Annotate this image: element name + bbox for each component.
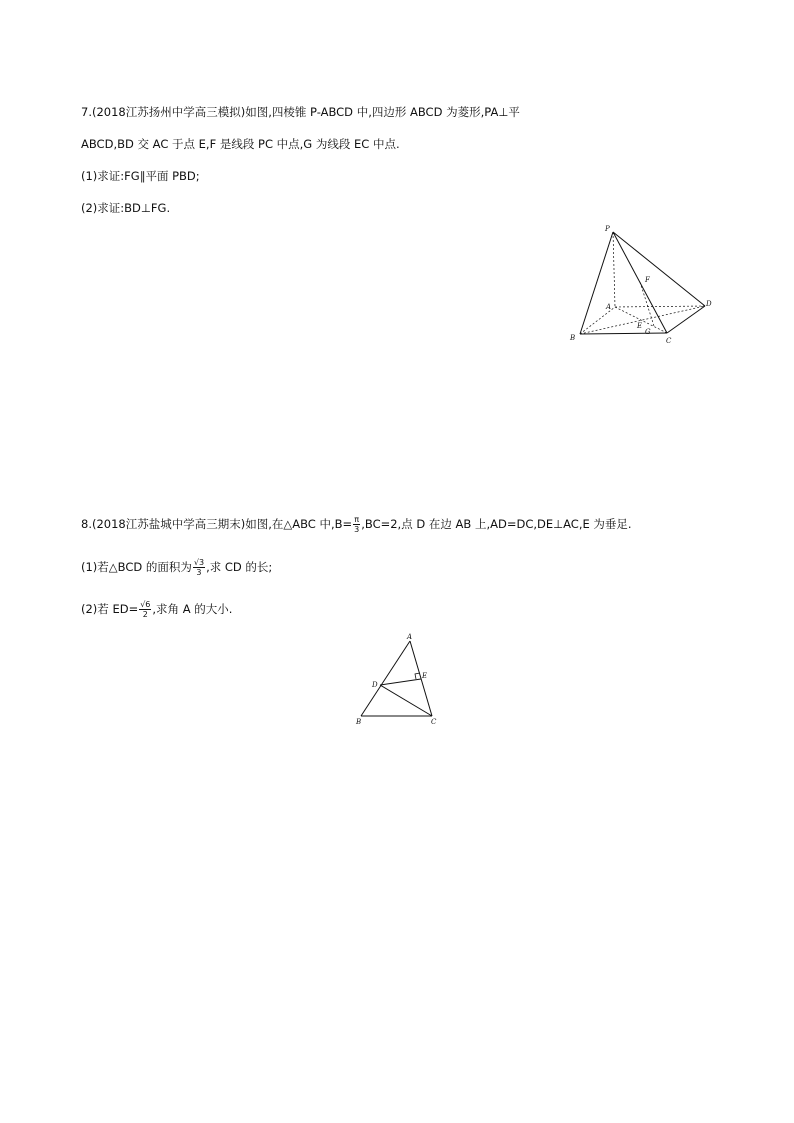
problem8-line1 (81, 515, 632, 534)
ed-fraction (139, 600, 151, 619)
problem8-part1 (81, 558, 272, 577)
problem8-part2-end: ,求角 A 的大小. (152, 602, 233, 616)
label-D: D (372, 681, 378, 689)
problem8-part1-start: (1)若△BCD 的面积为 (81, 560, 192, 574)
problem7-line1: 7.(2018江苏扬州中学高三模拟)如图,四棱锥 P-ABCD 中,四边形 ABCD 为菱形,PA⊥平 (81, 105, 520, 119)
label-D: D (706, 300, 712, 308)
label-A: A (407, 633, 413, 641)
label-F: F (645, 276, 650, 284)
label-C: C (431, 718, 437, 726)
label-E: E (422, 672, 428, 680)
frac-num: √3 (193, 558, 205, 567)
pyramid-figure (565, 220, 715, 345)
label-G: G (645, 328, 651, 336)
problem8-part1-end: ,求 CD 的长; (206, 560, 273, 574)
problem7-part1: (1)求证:FG∥平面 PBD; (81, 169, 200, 183)
frac-den: 2 (142, 610, 148, 619)
problem8-part2 (81, 600, 232, 619)
triangle-figure (350, 628, 445, 728)
problem8-line1-start: 8.(2018江苏盐城中学高三期末)如图,在△ABC 中,B= (81, 517, 353, 531)
label-E: E (637, 322, 643, 330)
frac-num: √6 (140, 600, 151, 609)
frac-num: π (354, 515, 360, 524)
label-B: B (570, 334, 576, 342)
problem7-line2: ABCD,BD 交 AC 于点 E,F 是线段 PC 中点,G 为线段 EC 中点. (81, 137, 400, 151)
label-A: A (606, 303, 612, 311)
problem8-part2-start: (2)若 ED= (81, 602, 139, 616)
frac-den: 3 (354, 525, 360, 534)
problem7-part2: (2)求证:BD⊥FG. (81, 201, 171, 215)
label-B: B (356, 718, 362, 726)
label-P: P (605, 225, 610, 233)
frac-den: 3 (196, 568, 202, 577)
angle-b-fraction (353, 515, 360, 534)
label-C: C (666, 337, 672, 345)
problem8-line1-end: ,BC=2,点 D 在边 AB 上,AD=DC,DE⊥AC,E 为垂足. (361, 517, 632, 531)
area-fraction (193, 558, 205, 577)
